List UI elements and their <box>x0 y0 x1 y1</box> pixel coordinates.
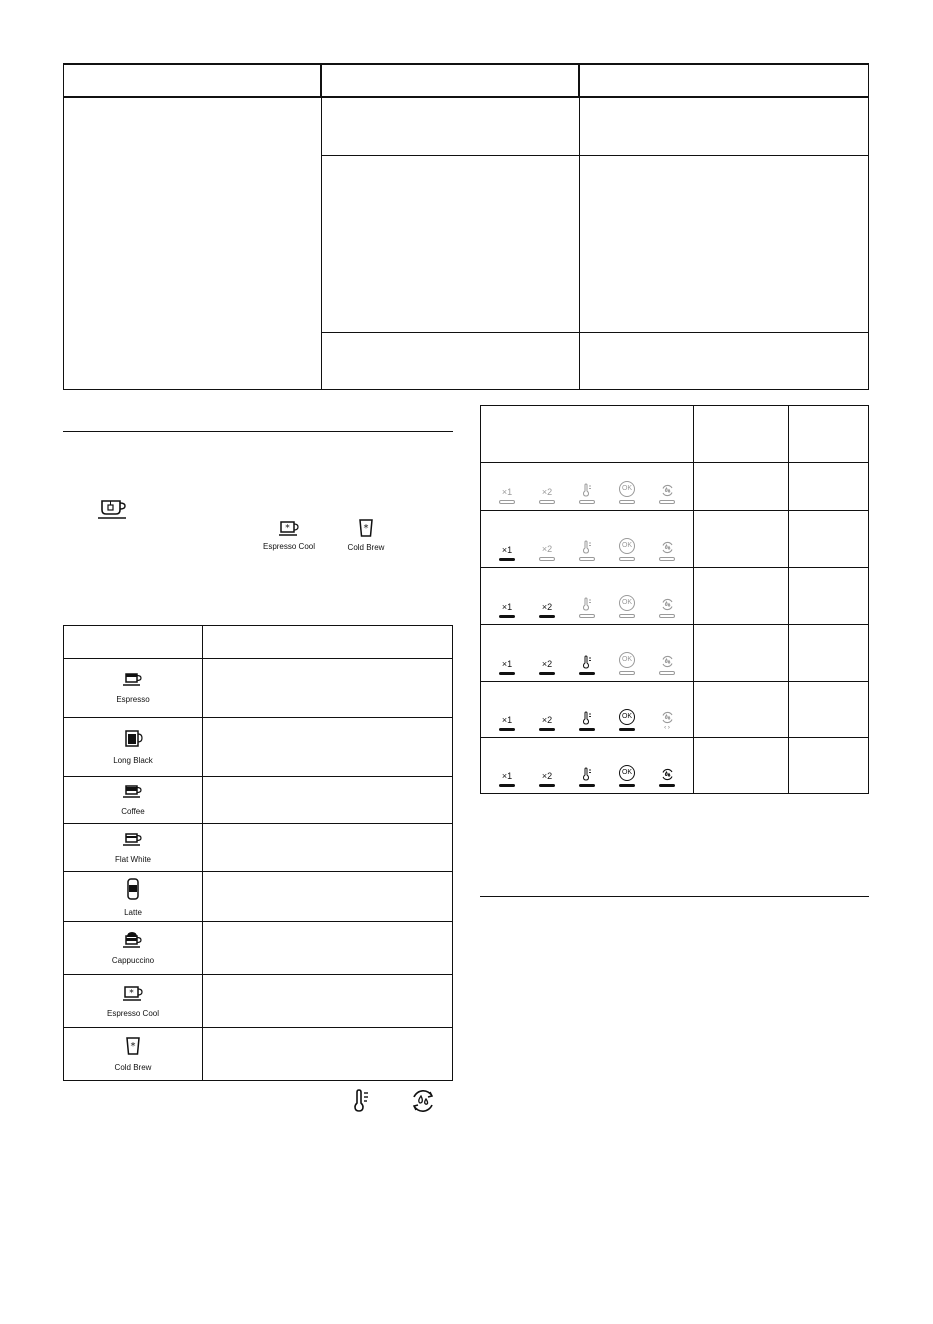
x1-label: ×1 <box>501 486 513 497</box>
descale-light <box>652 761 682 787</box>
indicator-cell <box>789 738 869 794</box>
thermometer-icon <box>582 711 592 725</box>
indicator-cell <box>789 625 869 682</box>
top-table-cell <box>579 156 869 333</box>
espresso-cool-inline <box>254 520 324 551</box>
x1-label: ×1 <box>501 714 513 725</box>
coffee-cup-icon <box>122 784 144 800</box>
ok-circle-icon <box>619 595 635 611</box>
indicator-cell <box>694 511 789 568</box>
top-table-cell <box>579 333 869 390</box>
x1-label: ×1 <box>501 601 513 612</box>
light-bar <box>539 615 555 618</box>
top-table-header-1 <box>64 64 322 97</box>
beverage-description <box>203 718 453 777</box>
beverage-table-header-2 <box>203 626 453 659</box>
ok-circle-icon <box>619 765 635 781</box>
beverage-label: Latte <box>124 907 142 917</box>
ok-label: OK <box>621 656 633 663</box>
long-black-cup-icon <box>122 729 144 749</box>
descale-light <box>652 648 682 675</box>
descale-light <box>652 477 682 504</box>
light-bar <box>659 614 675 618</box>
top-table-cell <box>579 97 869 156</box>
flat-white-cup-icon <box>122 832 144 848</box>
cold-brew-glass-icon <box>358 518 374 538</box>
indicator-rows <box>481 463 869 794</box>
indicator-cell <box>789 682 869 738</box>
x2-label: ×2 <box>541 601 553 612</box>
table-row <box>64 1028 453 1081</box>
descale-icon <box>661 541 674 554</box>
beverage-label: Cold Brew <box>114 1063 152 1072</box>
light-bar <box>539 672 555 675</box>
section-rule <box>480 896 869 897</box>
top-table <box>63 63 869 390</box>
indicator-lights-cell <box>481 738 694 794</box>
indicator-cell <box>789 511 869 568</box>
beverage-description <box>203 872 453 922</box>
beverage-table-header-1 <box>64 626 203 659</box>
espresso-cool-cup-icon <box>122 985 144 1002</box>
indicator-table-header-3 <box>789 406 869 463</box>
descale-icon <box>661 768 674 781</box>
indicator-table-header-1 <box>481 406 694 463</box>
ok-light <box>612 532 642 561</box>
beverage-table <box>63 625 453 1081</box>
svg-text:*: * <box>363 523 369 534</box>
beverage-label: Flat White <box>114 854 151 864</box>
top-table-cell <box>321 97 579 156</box>
top-table-cell <box>321 156 579 333</box>
temperature-light <box>572 761 602 787</box>
light-bar <box>499 500 515 504</box>
temperature-light <box>572 477 602 504</box>
table-row <box>64 922 453 975</box>
beverage-description <box>203 777 453 824</box>
x2-label: ×2 <box>541 658 553 669</box>
x2-light <box>532 477 562 504</box>
indicator-row <box>481 738 869 794</box>
tea-cup-icon <box>97 498 129 520</box>
table-row <box>64 975 453 1028</box>
ok-light <box>612 703 642 731</box>
thermometer-icon <box>582 597 592 611</box>
indicator-cell <box>694 463 789 511</box>
x2-light <box>532 649 562 675</box>
thermometer-icon <box>582 483 592 497</box>
indicator-lights-cell <box>481 511 694 568</box>
x1-light <box>492 705 522 731</box>
cold-brew-glass-icon <box>125 1036 141 1056</box>
ok-label: OK <box>621 769 633 776</box>
thermometer-icon <box>582 540 592 554</box>
x2-light <box>532 705 562 731</box>
light-bar <box>579 784 595 787</box>
light-bar <box>499 615 515 618</box>
blink-indicator-icon: ‹ › <box>664 724 670 731</box>
ok-light <box>612 646 642 675</box>
table-row <box>64 718 453 777</box>
top-table-header-3 <box>579 64 869 97</box>
light-bar <box>619 671 635 675</box>
espresso-cool-cup-icon <box>278 520 300 537</box>
light-bar <box>499 558 515 561</box>
section-rule <box>63 431 453 432</box>
top-table-header-2 <box>321 64 579 97</box>
beverage-description <box>203 975 453 1028</box>
table-row <box>64 659 453 718</box>
beverage-description <box>203 824 453 872</box>
x2-light <box>532 592 562 618</box>
thermometer-icon <box>352 1089 370 1113</box>
light-bar <box>539 784 555 787</box>
beverage-label: Espresso <box>116 695 150 704</box>
light-bar <box>499 728 515 731</box>
beverage-label: Cappuccino <box>111 956 155 965</box>
indicator-row <box>481 511 869 568</box>
indicator-cell <box>694 682 789 738</box>
thermometer-icon <box>582 655 592 669</box>
indicator-cell <box>694 625 789 682</box>
light-bar <box>619 728 635 731</box>
ok-circle-icon <box>619 709 635 725</box>
x1-light <box>492 761 522 787</box>
indicator-lights-cell <box>481 463 694 511</box>
x1-label: ×1 <box>501 658 513 669</box>
x2-label: ×2 <box>541 770 553 781</box>
x1-light <box>492 477 522 504</box>
light-bar <box>619 614 635 618</box>
descale-icon <box>661 711 674 724</box>
svg-text:*: * <box>285 523 290 534</box>
ok-circle-icon <box>619 538 635 554</box>
indicator-row <box>481 682 869 738</box>
descale-light <box>652 534 682 561</box>
cold-brew-inline-label: Cold Brew <box>347 543 385 552</box>
descale-icon <box>661 655 674 668</box>
x1-label: ×1 <box>501 544 513 555</box>
beverage-description <box>203 659 453 718</box>
temperature-light <box>572 591 602 618</box>
svg-text:*: * <box>130 1041 136 1052</box>
light-bar <box>579 672 595 675</box>
indicator-table-header-2 <box>694 406 789 463</box>
indicator-row <box>481 625 869 682</box>
table-row <box>64 872 453 922</box>
descale-light <box>652 704 682 731</box>
ok-light <box>612 589 642 618</box>
light-bar <box>659 500 675 504</box>
ok-circle-icon <box>619 652 635 668</box>
ok-light <box>612 475 642 504</box>
espresso-cool-inline-label: Espresso Cool <box>262 542 316 551</box>
x2-label: ×2 <box>541 543 553 554</box>
light-bar <box>659 557 675 561</box>
light-bar <box>539 500 555 504</box>
ok-circle-icon <box>619 481 635 497</box>
light-bar <box>539 728 555 731</box>
ok-light <box>612 759 642 787</box>
descale-icon <box>661 598 674 611</box>
light-bar <box>619 500 635 504</box>
svg-text:*: * <box>129 988 134 998</box>
thermometer-icon <box>582 767 592 781</box>
ok-label: OK <box>621 599 633 606</box>
light-bar <box>659 671 675 675</box>
x2-light <box>532 534 562 561</box>
light-bar <box>539 557 555 561</box>
temperature-light <box>572 534 602 561</box>
indicator-table <box>480 405 869 794</box>
indicator-lights-cell <box>481 568 694 625</box>
light-bar <box>499 672 515 675</box>
light-bar <box>579 557 595 561</box>
cold-brew-inline <box>338 518 394 552</box>
latte-glass-icon <box>125 877 141 901</box>
x2-light <box>532 761 562 787</box>
indicator-cell <box>694 738 789 794</box>
light-bar <box>499 784 515 787</box>
indicator-row <box>481 463 869 511</box>
indicator-cell <box>694 568 789 625</box>
table-row <box>64 777 453 824</box>
cappuccino-cup-icon <box>122 931 144 949</box>
ok-label: OK <box>621 542 633 549</box>
light-bar <box>579 500 595 504</box>
indicator-cell <box>789 463 869 511</box>
ok-label: OK <box>621 713 633 720</box>
beverage-description <box>203 922 453 975</box>
light-bar <box>659 784 675 787</box>
x1-light <box>492 535 522 561</box>
descale-icon <box>410 1088 436 1114</box>
x2-label: ×2 <box>541 714 553 725</box>
descale-icon <box>661 484 674 497</box>
temperature-light <box>572 649 602 675</box>
light-bar <box>579 614 595 618</box>
indicator-row <box>481 568 869 625</box>
temperature-light <box>572 705 602 731</box>
indicator-lights-cell <box>481 682 694 738</box>
espresso-cup-icon <box>122 672 144 688</box>
x2-label: ×2 <box>541 486 553 497</box>
indicator-lights-cell <box>481 625 694 682</box>
x1-light <box>492 649 522 675</box>
indicator-cell <box>789 568 869 625</box>
top-table-cell <box>321 333 579 390</box>
beverage-label: Long Black <box>113 756 153 765</box>
beverage-label: Coffee <box>121 807 145 816</box>
ok-label: OK <box>621 485 633 492</box>
x1-label: ×1 <box>501 770 513 781</box>
table-row <box>64 824 453 872</box>
top-table-cell <box>64 97 322 390</box>
beverage-description <box>203 1028 453 1081</box>
descale-light <box>652 591 682 618</box>
light-bar <box>619 557 635 561</box>
x1-light <box>492 592 522 618</box>
light-bar <box>579 728 595 731</box>
beverage-label: Espresso Cool <box>106 1008 160 1018</box>
light-bar <box>619 784 635 787</box>
